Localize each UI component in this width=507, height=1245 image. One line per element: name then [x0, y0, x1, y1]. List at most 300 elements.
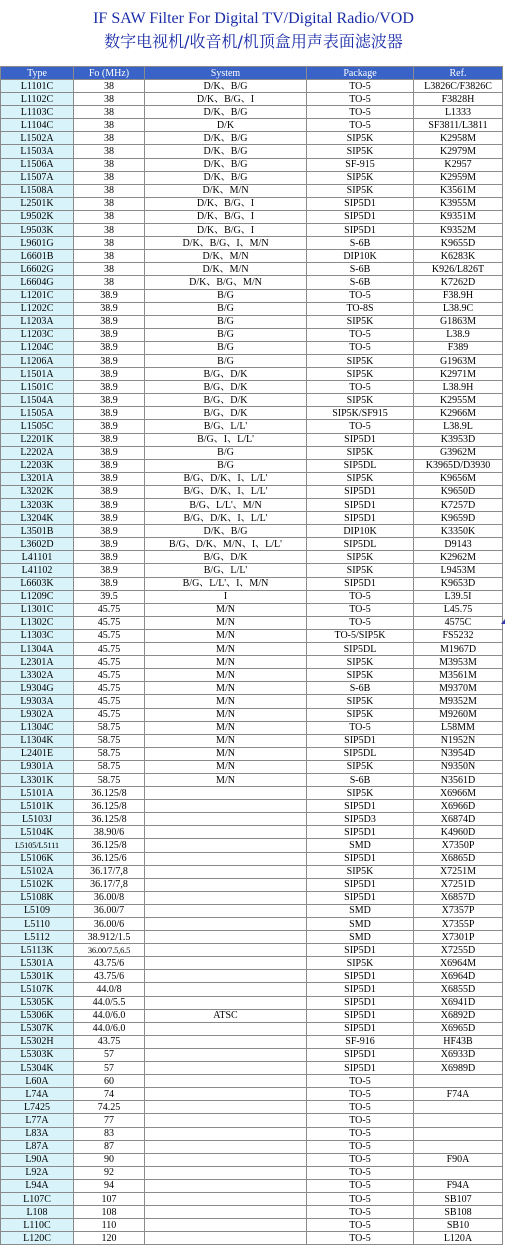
package-cell: SIP5D1	[307, 826, 414, 839]
system-cell: M/N	[145, 656, 307, 669]
system-cell: B/G、L/L'、M/N	[145, 499, 307, 512]
system-cell	[145, 826, 307, 839]
fo-cell: 45.75	[74, 616, 145, 629]
ref-cell: N3561D	[414, 773, 503, 786]
type-cell: L1303C	[1, 629, 74, 642]
type-cell: L9502K	[1, 210, 74, 223]
ref-cell: G1963M	[414, 354, 503, 367]
ref-cell: F389	[414, 341, 503, 354]
fo-cell: 38	[74, 237, 145, 250]
system-cell	[145, 1206, 307, 1219]
system-cell: B/G、I、L/L'	[145, 433, 307, 446]
type-cell: L110C	[1, 1219, 74, 1232]
ref-cell: L38.9C	[414, 302, 503, 315]
table-row	[1, 512, 503, 525]
fo-cell: 83	[74, 1127, 145, 1140]
ref-cell: K2958M	[414, 132, 503, 145]
table-row	[1, 1114, 503, 1127]
fo-cell: 38.9	[74, 381, 145, 394]
ref-cell	[414, 1075, 503, 1088]
table-row	[1, 682, 503, 695]
table-row	[1, 931, 503, 944]
ref-cell: SB10	[414, 1219, 503, 1232]
ref-cell: K7262D	[414, 276, 503, 289]
ref-cell: L3826C/F3826C	[414, 80, 503, 93]
package-cell: TO-5	[307, 1232, 414, 1245]
package-cell: SIP5K	[307, 708, 414, 721]
table-row	[1, 577, 503, 590]
table-row	[1, 407, 503, 420]
package-cell: SIP5K/SF915	[307, 407, 414, 420]
ref-cell: L38.9H	[414, 381, 503, 394]
ref-cell: D9143	[414, 538, 503, 551]
table-row	[1, 459, 503, 472]
table-row	[1, 132, 503, 145]
type-cell: L1506A	[1, 158, 74, 171]
table-row	[1, 1179, 503, 1192]
fo-cell: 36.125/6	[74, 852, 145, 865]
fo-cell: 58.75	[74, 760, 145, 773]
table-row	[1, 1075, 503, 1088]
ref-cell: HF43B	[414, 1035, 503, 1048]
ref-cell: X6965D	[414, 1022, 503, 1035]
system-cell	[145, 1088, 307, 1101]
ref-cell: L120A	[414, 1232, 503, 1245]
system-cell: D/K、B/G、I	[145, 224, 307, 237]
system-cell: D/K、B/G	[145, 132, 307, 145]
fo-cell: 38.9	[74, 407, 145, 420]
system-cell: M/N	[145, 760, 307, 773]
fo-cell: 38.9	[74, 485, 145, 498]
package-cell: SIP5K	[307, 132, 414, 145]
table-row	[1, 734, 503, 747]
table-row	[1, 852, 503, 865]
package-cell: TO-5	[307, 1219, 414, 1232]
system-cell	[145, 865, 307, 878]
ref-cell: K2971M	[414, 368, 503, 381]
package-cell: SIP5D1	[307, 983, 414, 996]
fo-cell: 38	[74, 276, 145, 289]
system-cell: I	[145, 590, 307, 603]
ref-cell: SB107	[414, 1192, 503, 1205]
fo-cell: 36.00/8	[74, 891, 145, 904]
table-row	[1, 289, 503, 302]
system-cell	[145, 1075, 307, 1088]
fo-cell: 108	[74, 1206, 145, 1219]
fo-cell: 38	[74, 197, 145, 210]
package-cell: SIP5K	[307, 957, 414, 970]
system-cell: D/K、B/G、M/N	[145, 276, 307, 289]
fo-cell: 44.0/6.0	[74, 1009, 145, 1022]
fo-cell: 38	[74, 263, 145, 276]
system-cell: D/K、B/G	[145, 145, 307, 158]
table-row	[1, 996, 503, 1009]
fo-cell: 44.0/6.0	[74, 1022, 145, 1035]
system-cell	[145, 970, 307, 983]
ref-cell: K2957	[414, 158, 503, 171]
ref-cell: X6857D	[414, 891, 503, 904]
system-cell: B/G	[145, 315, 307, 328]
package-cell: S-6B	[307, 276, 414, 289]
table-row	[1, 1153, 503, 1166]
ref-cell: M1967D	[414, 643, 503, 656]
package-cell: TO-5	[307, 420, 414, 433]
system-cell	[145, 918, 307, 931]
fo-cell: 38	[74, 93, 145, 106]
system-cell: ATSC	[145, 1009, 307, 1022]
ref-cell: M3953M	[414, 656, 503, 669]
ref-cell: K9650D	[414, 485, 503, 498]
system-cell: M/N	[145, 695, 307, 708]
fo-cell: 58.75	[74, 773, 145, 786]
ref-cell: F90A	[414, 1153, 503, 1166]
system-cell: B/G、L/L'、I、M/N	[145, 577, 307, 590]
table-row	[1, 878, 503, 891]
table-row	[1, 499, 503, 512]
type-cell: L3301K	[1, 773, 74, 786]
package-cell: SIP5D1	[307, 1022, 414, 1035]
package-cell: TO-5	[307, 1140, 414, 1153]
ref-cell: F74A	[414, 1088, 503, 1101]
type-cell: L5108K	[1, 891, 74, 904]
fo-cell: 38.9	[74, 420, 145, 433]
ref-cell: L38.9L	[414, 420, 503, 433]
type-cell: L1304A	[1, 643, 74, 656]
fo-cell: 38.9	[74, 302, 145, 315]
type-cell: L1209C	[1, 590, 74, 603]
table-row	[1, 865, 503, 878]
table-row	[1, 1022, 503, 1035]
package-cell: S-6B	[307, 263, 414, 276]
type-cell: L1304K	[1, 734, 74, 747]
type-cell: L1508A	[1, 184, 74, 197]
ref-cell: N9350N	[414, 760, 503, 773]
table-row	[1, 826, 503, 839]
product-table	[0, 66, 503, 1245]
header-row	[1, 67, 503, 80]
table-row	[1, 328, 503, 341]
ref-cell: K2966M	[414, 407, 503, 420]
fo-cell: 45.75	[74, 682, 145, 695]
type-cell: L5306K	[1, 1009, 74, 1022]
package-cell: SIP5D1	[307, 800, 414, 813]
fo-cell: 38.9	[74, 315, 145, 328]
type-cell: L2202A	[1, 446, 74, 459]
package-cell: SIP5D1	[307, 852, 414, 865]
type-cell: L92A	[1, 1166, 74, 1179]
system-cell: M/N	[145, 773, 307, 786]
ref-cell: X6964M	[414, 957, 503, 970]
system-cell	[145, 1219, 307, 1232]
table-row	[1, 381, 503, 394]
ref-cell: X7355P	[414, 918, 503, 931]
type-cell: L5101K	[1, 800, 74, 813]
type-cell: L1203A	[1, 315, 74, 328]
fo-cell: 38.9	[74, 538, 145, 551]
type-cell: L5103J	[1, 813, 74, 826]
fo-cell: 38	[74, 132, 145, 145]
fo-cell: 36.17/7,8	[74, 878, 145, 891]
type-cell: L5303K	[1, 1048, 74, 1061]
type-cell: L2203K	[1, 459, 74, 472]
system-cell	[145, 1166, 307, 1179]
table-row	[1, 158, 503, 171]
system-cell: B/G	[145, 354, 307, 367]
package-cell: TO-5	[307, 80, 414, 93]
table-row	[1, 485, 503, 498]
system-cell: D/K、M/N	[145, 250, 307, 263]
system-cell: M/N	[145, 747, 307, 760]
table-row	[1, 368, 503, 381]
system-cell: B/G、D/K	[145, 407, 307, 420]
fo-cell: 77	[74, 1114, 145, 1127]
system-cell: B/G	[145, 446, 307, 459]
type-cell: L1102C	[1, 93, 74, 106]
type-cell: L83A	[1, 1127, 74, 1140]
package-cell: S-6B	[307, 682, 414, 695]
ref-cell: SB108	[414, 1206, 503, 1219]
ref-cell: X6874D	[414, 813, 503, 826]
type-cell: L3202K	[1, 485, 74, 498]
system-cell	[145, 983, 307, 996]
type-cell: L6601B	[1, 250, 74, 263]
package-cell: TO-5	[307, 616, 414, 629]
type-cell: L120C	[1, 1232, 74, 1245]
package-cell: SIP5D1	[307, 197, 414, 210]
system-cell	[145, 1114, 307, 1127]
system-cell: B/G、L/L'	[145, 564, 307, 577]
ref-cell: L1333	[414, 106, 503, 119]
table-row	[1, 564, 503, 577]
type-cell: L1503A	[1, 145, 74, 158]
table-row	[1, 446, 503, 459]
fo-cell: 90	[74, 1153, 145, 1166]
system-cell	[145, 1048, 307, 1061]
package-cell: TO-5	[307, 328, 414, 341]
type-cell: L1501C	[1, 381, 74, 394]
ref-cell: L9453M	[414, 564, 503, 577]
fo-cell: 38	[74, 145, 145, 158]
package-cell: TO-5	[307, 590, 414, 603]
table-row	[1, 800, 503, 813]
system-cell: M/N	[145, 734, 307, 747]
fo-cell: 38.9	[74, 368, 145, 381]
system-cell: B/G、D/K	[145, 394, 307, 407]
system-cell: D/K、B/G	[145, 525, 307, 538]
ref-cell: G1863M	[414, 315, 503, 328]
table-row	[1, 891, 503, 904]
package-cell: SIP5K	[307, 787, 414, 800]
table-row	[1, 616, 503, 629]
table-row	[1, 302, 503, 315]
fo-cell: 36.125/8	[74, 813, 145, 826]
type-cell: L1101C	[1, 80, 74, 93]
ref-cell: K2955M	[414, 394, 503, 407]
fo-cell: 38	[74, 80, 145, 93]
column-header-fo: Fo (MHz)	[74, 67, 145, 80]
type-cell: L5305K	[1, 996, 74, 1009]
ref-cell: SF3811/L3811	[414, 119, 503, 132]
system-cell	[145, 813, 307, 826]
table-row	[1, 773, 503, 786]
package-cell: SIP5D3	[307, 813, 414, 826]
table-row	[1, 839, 503, 852]
system-cell: D/K、M/N	[145, 263, 307, 276]
type-cell: L41102	[1, 564, 74, 577]
type-cell: L5102K	[1, 878, 74, 891]
ref-cell: L39.5I	[414, 590, 503, 603]
table-row	[1, 80, 503, 93]
fo-cell: 38.9	[74, 341, 145, 354]
ref-cell: K9352M	[414, 224, 503, 237]
ref-cell: X6933D	[414, 1048, 503, 1061]
type-cell: L1206A	[1, 354, 74, 367]
system-cell: D/K	[145, 119, 307, 132]
system-cell	[145, 931, 307, 944]
table-row	[1, 1206, 503, 1219]
package-cell: TO-5	[307, 1166, 414, 1179]
system-cell: B/G	[145, 302, 307, 315]
fo-cell: 45.75	[74, 708, 145, 721]
fo-cell: 58.75	[74, 734, 145, 747]
fo-cell: 36.125/8	[74, 787, 145, 800]
package-cell: DIP10K	[307, 525, 414, 538]
type-cell: L2501K	[1, 197, 74, 210]
type-cell: L6602G	[1, 263, 74, 276]
package-cell: SIP5K	[307, 394, 414, 407]
package-cell: SIP5K	[307, 354, 414, 367]
type-cell: L1202C	[1, 302, 74, 315]
type-cell: L1104C	[1, 119, 74, 132]
title-english: IF SAW Filter For Digital TV/Digital Radio/VOD	[93, 10, 414, 27]
system-cell	[145, 1035, 307, 1048]
type-cell: L2201K	[1, 433, 74, 446]
system-cell: B/G、D/K	[145, 551, 307, 564]
package-cell: SIP5D1	[307, 878, 414, 891]
type-cell: L5301A	[1, 957, 74, 970]
fo-cell: 74	[74, 1088, 145, 1101]
type-cell: L1304C	[1, 721, 74, 734]
fo-cell: 36.00/7	[74, 904, 145, 917]
ref-cell: L38.9	[414, 328, 503, 341]
table-row	[1, 970, 503, 983]
ref-cell: X7357P	[414, 904, 503, 917]
type-cell: L7425	[1, 1101, 74, 1114]
ref-cell: K7257D	[414, 499, 503, 512]
package-cell: TO-5	[307, 603, 414, 616]
type-cell: L5106K	[1, 852, 74, 865]
package-cell: SIP5K	[307, 472, 414, 485]
type-cell: L1502A	[1, 132, 74, 145]
ref-cell: M3561M	[414, 669, 503, 682]
ref-cell: G3962M	[414, 446, 503, 459]
fo-cell: 43.75	[74, 1035, 145, 1048]
fo-cell: 38	[74, 250, 145, 263]
system-cell	[145, 891, 307, 904]
ref-cell: X7350P	[414, 839, 503, 852]
system-cell: M/N	[145, 643, 307, 656]
table-row	[1, 944, 503, 957]
package-cell: TO-5	[307, 381, 414, 394]
package-cell: TO-8S	[307, 302, 414, 315]
table-row	[1, 1232, 503, 1245]
ref-cell: K2959M	[414, 171, 503, 184]
package-cell: SIP5K	[307, 695, 414, 708]
ref-cell	[414, 1101, 503, 1114]
package-cell: SIP5K	[307, 145, 414, 158]
fo-cell: 38	[74, 171, 145, 184]
system-cell: D/K、M/N	[145, 184, 307, 197]
type-cell: L5113K	[1, 944, 74, 957]
type-cell: L5301K	[1, 970, 74, 983]
ref-cell: K926/L826T	[414, 263, 503, 276]
table-row	[1, 315, 503, 328]
package-cell: SIP5D1	[307, 734, 414, 747]
table-row	[1, 918, 503, 931]
type-cell: L1505A	[1, 407, 74, 420]
ref-cell: K9653D	[414, 577, 503, 590]
triangle-marker-icon	[501, 619, 505, 624]
table-row	[1, 93, 503, 106]
package-cell: SMD	[307, 918, 414, 931]
table-row	[1, 983, 503, 996]
ref-cell: L45.75	[414, 603, 503, 616]
system-cell	[145, 852, 307, 865]
table-row	[1, 538, 503, 551]
table-row	[1, 1009, 503, 1022]
package-cell: SIP5K	[307, 564, 414, 577]
fo-cell: 74.25	[74, 1101, 145, 1114]
fo-cell: 38.9	[74, 354, 145, 367]
table-row	[1, 354, 503, 367]
system-cell: D/K、B/G	[145, 171, 307, 184]
fo-cell: 38.9	[74, 328, 145, 341]
ref-cell: X6865D	[414, 852, 503, 865]
package-cell: SMD	[307, 839, 414, 852]
system-cell: B/G、L/L'	[145, 420, 307, 433]
ref-cell: X6941D	[414, 996, 503, 1009]
table-row	[1, 603, 503, 616]
type-cell: L74A	[1, 1088, 74, 1101]
fo-cell: 36.00/6	[74, 918, 145, 931]
table-row	[1, 263, 503, 276]
type-cell: L5107K	[1, 983, 74, 996]
ref-cell: F38.9H	[414, 289, 503, 302]
fo-cell: 38	[74, 224, 145, 237]
ref-cell: F3828H	[414, 93, 503, 106]
fo-cell: 120	[74, 1232, 145, 1245]
type-cell: L9301A	[1, 760, 74, 773]
fo-cell: 38.9	[74, 577, 145, 590]
type-cell: L6604G	[1, 276, 74, 289]
package-cell: TO-5	[307, 1153, 414, 1166]
type-cell: L3203K	[1, 499, 74, 512]
ref-cell	[414, 1127, 503, 1140]
system-cell: B/G、D/K、I、L/L'	[145, 485, 307, 498]
type-cell: L6603K	[1, 577, 74, 590]
fo-cell: 45.75	[74, 656, 145, 669]
ref-cell: L58MM	[414, 721, 503, 734]
type-cell: L1103C	[1, 106, 74, 119]
package-cell: TO-5	[307, 341, 414, 354]
fo-cell: 45.75	[74, 669, 145, 682]
type-cell: L1203C	[1, 328, 74, 341]
package-cell: SIP5K	[307, 669, 414, 682]
system-cell	[145, 904, 307, 917]
fo-cell: 60	[74, 1075, 145, 1088]
package-cell: SIP5D1	[307, 210, 414, 223]
table-row	[1, 787, 503, 800]
